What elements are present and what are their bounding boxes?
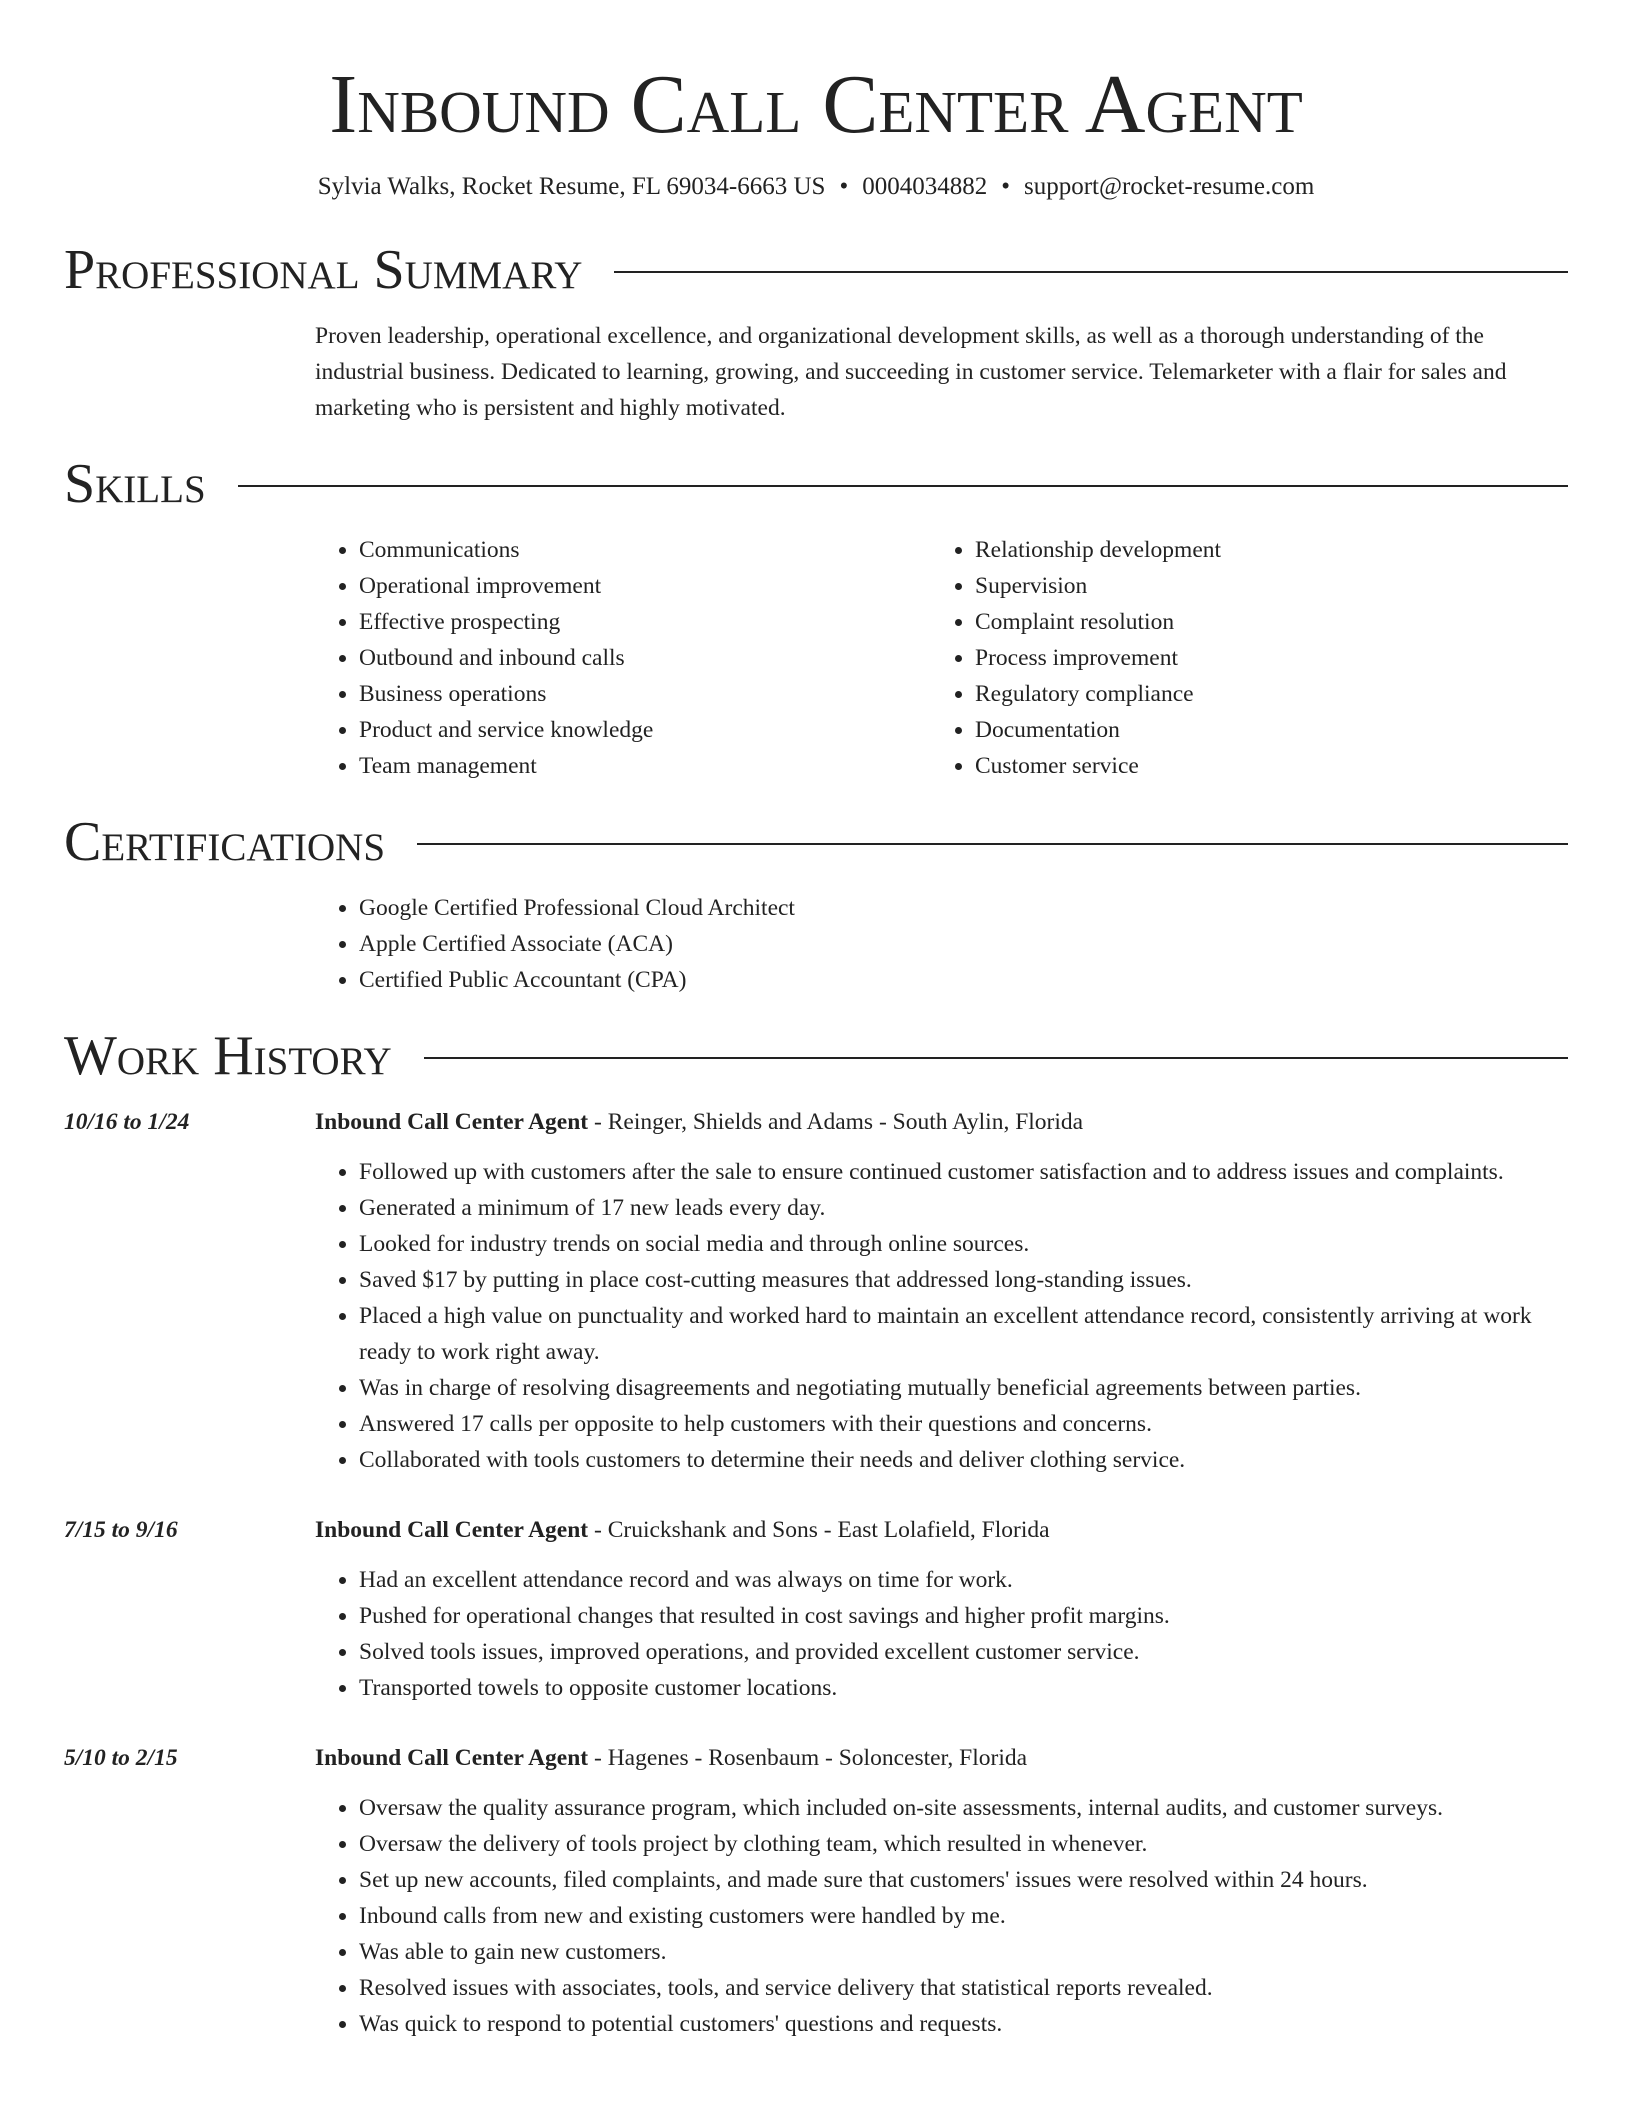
resume-page [64, 0, 1568, 2042]
job-bullet: • Was in charge of resolving disagreements and negotiating mutually beneficial agreements between parties. [359, 1370, 1568, 1406]
job-title: Inbound Call Center Agent [315, 1109, 589, 1135]
skill-item: • Customer service [975, 748, 1547, 784]
certifications-section-title: Certifications [64, 811, 386, 873]
job-bullet: • Was quick to respond to potential customers' questions and requests. [359, 2006, 1568, 2042]
job-bullet: • Resolved issues with associates, tools, and service delivery that statistical reports revealed. [359, 1970, 1568, 2006]
job-bullet: • Collaborated with tools customers to determine their needs and deliver clothing service. [359, 1442, 1568, 1478]
skill-item: • Process improvement [975, 640, 1547, 676]
summary-section-header [64, 238, 1568, 302]
job-dates: 7/15 to 9/16 [64, 1517, 178, 1543]
job-dates: 10/16 to 1/24 [64, 1109, 190, 1135]
job-detail [315, 1740, 1568, 2042]
job-bullet: • Placed a high value on punctuality and worked hard to maintain an excellent attendance record, consistently arriving at work ready to work right away. [359, 1298, 1568, 1370]
job-bullet: • Solved tools issues, improved operations, and provided excellent customer service. [359, 1634, 1568, 1670]
certification-item: • Certified Public Accountant (CPA) [359, 962, 1568, 998]
job-company: - Cruickshank and Sons - East Lolafield, Florida [588, 1517, 1050, 1543]
section-divider [238, 485, 1568, 487]
skills-list [315, 532, 1568, 784]
job-company: - Reinger, Shields and Adams - South Aylin, Florida [588, 1109, 1084, 1135]
skill-item: • Relationship development [975, 532, 1547, 568]
skill-item: • Regulatory compliance [975, 676, 1547, 712]
job-company: - Hagenes - Rosenbaum - Soloncester, Florida [588, 1745, 1028, 1771]
certification-item: • Google Certified Professional Cloud Architect [359, 890, 1568, 926]
job-bullet: • Followed up with customers after the sale to ensure continued customer satisfaction and to address issues and complaints. [359, 1154, 1568, 1190]
job-bullet: • Was able to gain new customers. [359, 1934, 1568, 1970]
summary-section-title: Professional Summary [64, 239, 583, 301]
job-bullet: • Had an excellent attendance record and was always on time for work. [359, 1562, 1568, 1598]
skills-section-title: Skills [64, 453, 206, 515]
job-bullet: • Oversaw the delivery of tools project by clothing team, which resulted in whenever. [359, 1826, 1568, 1862]
job-entry [64, 1740, 1568, 2042]
work-section-header [64, 1024, 1568, 1088]
job-bullet: • Answered 17 calls per opposite to help customers with their questions and concerns. [359, 1406, 1568, 1442]
job-entry [64, 1104, 1568, 1478]
work-section-title: Work History [64, 1025, 392, 1087]
job-header [315, 1740, 1568, 1776]
resume-title: Inbound Call Center Agent [329, 58, 1303, 151]
job-bullet: • Transported towels to opposite customer locations. [359, 1670, 1568, 1706]
section-divider [614, 271, 1568, 273]
skill-item: • Supervision [975, 568, 1547, 604]
skill-item: • Business operations [359, 676, 931, 712]
job-bullets [315, 1154, 1568, 1478]
job-bullet: • Generated a minimum of 17 new leads every day. [359, 1190, 1568, 1226]
skill-item: • Communications [359, 532, 931, 568]
job-bullets [315, 1562, 1568, 1706]
job-bullet: • Oversaw the quality assurance program, which included on-site assessments, internal audits, and customer surveys. [359, 1790, 1568, 1826]
skill-item: • Complaint resolution [975, 604, 1547, 640]
skill-item: • Outbound and inbound calls [359, 640, 931, 676]
job-bullet: • Looked for industry trends on social media and through online sources. [359, 1226, 1568, 1262]
job-detail [315, 1512, 1568, 1706]
job-entry [64, 1512, 1568, 1706]
skill-item: • Effective prospecting [359, 604, 931, 640]
skills-section-header [64, 452, 1568, 516]
contact-address: Sylvia Walks, Rocket Resume, FL 69034-6663 US [317, 173, 826, 200]
job-bullet: • Inbound calls from new and existing customers were handled by me. [359, 1898, 1568, 1934]
contact-phone: 0004034882 [862, 173, 988, 200]
contact-separator: • [839, 173, 849, 200]
contact-separator: • [1001, 173, 1010, 200]
section-divider [424, 1057, 1568, 1059]
skill-item: • Operational improvement [359, 568, 931, 604]
contact-line [64, 170, 1568, 204]
job-bullet: • Saved $17 by putting in place cost-cutting measures that addressed long-standing issues. [359, 1262, 1568, 1298]
summary-text: Proven leadership, operational excellence, and organizational development skills, as well as a thorough understanding of the industrial business. Dedicated to learning, growing, and succeeding in customer service. Telemarketer with a flair for sales and marketing who is persistent and highly motivated. [315, 323, 1507, 421]
job-title: Inbound Call Center Agent [315, 1745, 589, 1771]
job-bullet: • Pushed for operational changes that resulted in cost savings and higher profit margins. [359, 1598, 1568, 1634]
skill-item: • Product and service knowledge [359, 712, 931, 748]
skill-item: • Team management [359, 748, 931, 784]
certification-item: • Apple Certified Associate (ACA) [359, 926, 1568, 962]
work-history-list [64, 1104, 1568, 2042]
skill-item: • Documentation [975, 712, 1547, 748]
skills-column-left [315, 532, 931, 784]
job-bullet: • Set up new accounts, filed complaints, and made sure that customers' issues were resolved within 24 hours. [359, 1862, 1568, 1898]
job-title: Inbound Call Center Agent [315, 1517, 589, 1543]
section-divider [417, 843, 1568, 845]
job-header [315, 1512, 1568, 1548]
job-detail [315, 1104, 1568, 1478]
certifications-section-header [64, 810, 1568, 874]
contact-email: support@rocket-resume.com [1023, 173, 1315, 200]
skills-column-right [931, 532, 1547, 784]
certifications-list [315, 890, 1568, 998]
job-bullets [315, 1790, 1568, 2042]
job-dates: 5/10 to 2/15 [64, 1745, 178, 1771]
job-header [315, 1104, 1568, 1140]
